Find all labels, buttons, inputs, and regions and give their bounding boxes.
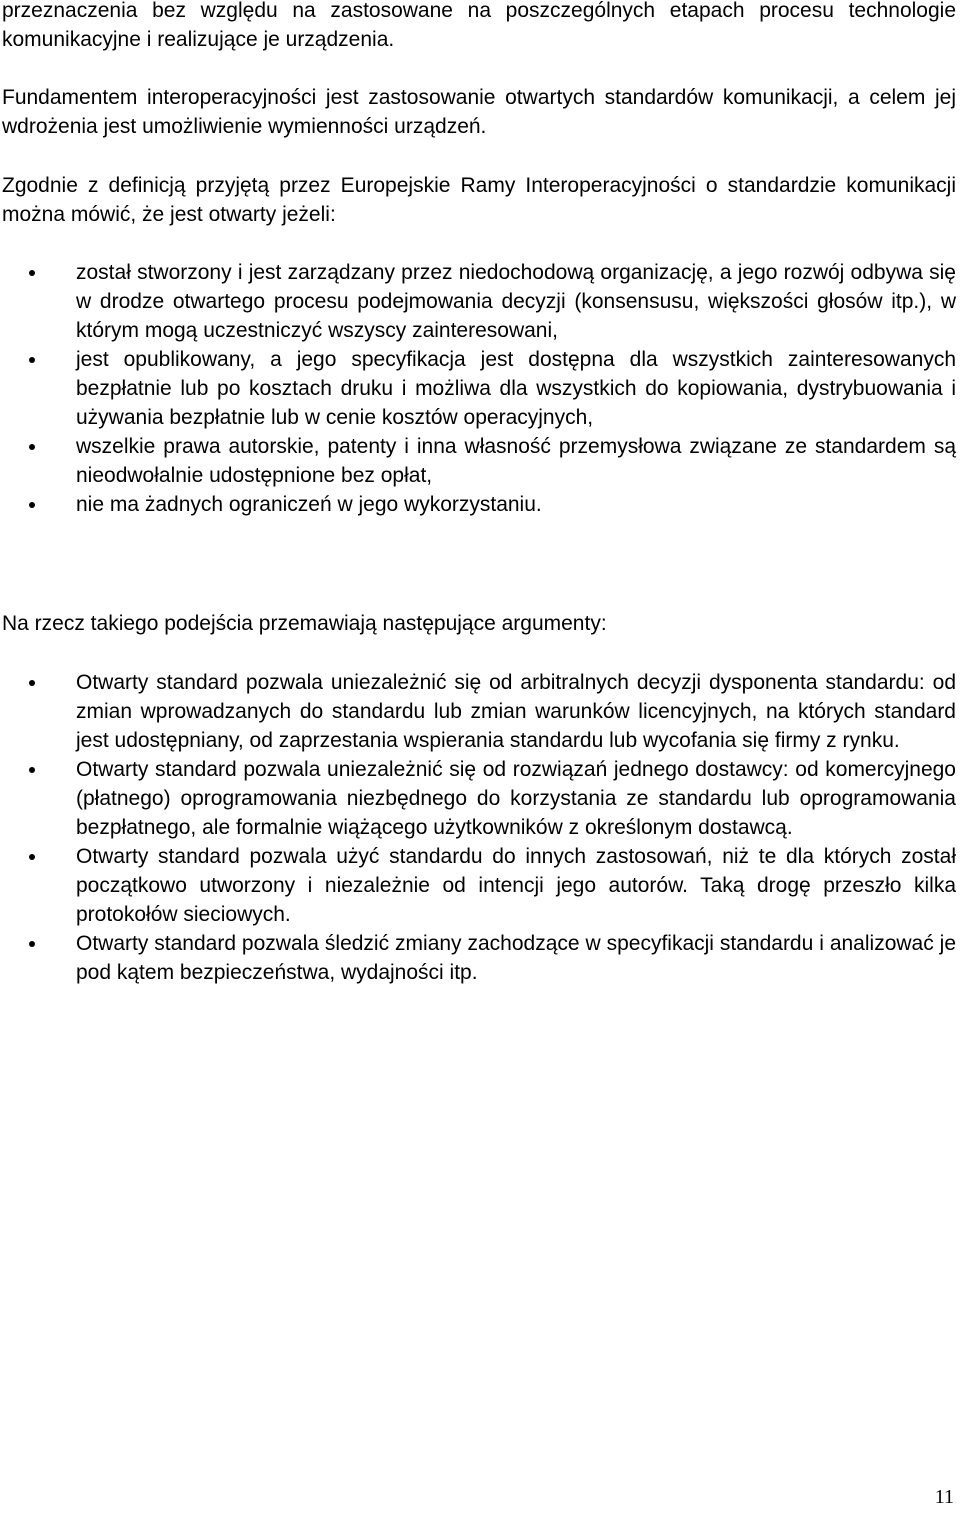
bullet-icon xyxy=(29,444,35,450)
list-item xyxy=(0,755,956,842)
bullet-icon xyxy=(29,680,35,686)
list-item xyxy=(0,929,956,987)
bullet-icon xyxy=(29,357,35,363)
bullet-icon xyxy=(29,941,35,947)
list-item-text: wszelkie prawa autorskie, patenty i inna własność przemysłowa związane ze standardem są nieodwołalnie udostępnione bez opłat, xyxy=(76,435,956,487)
list-item-text: został stworzony i jest zarządzany przez niedochodową organizację, a jego rozwój odbywa się w drodze otwartego procesu podejmowania decyzji (konsensusu, większości głosów itp.), w którym mogą uczestniczyć wszyscy zainteresowani, xyxy=(76,261,956,342)
list-item xyxy=(0,668,956,755)
list-item-text: Otwarty standard pozwala uniezależnić się od rozwiązań jednego dostawcy: od komercyjnego (płatnego) oprogramowania niezbędnego do korzystania ze standardu lub oprogramowania bezpłatnego, ale formalnie wiążącego użytkowników z określonym dostawcą. xyxy=(76,758,956,839)
list-item-text: Otwarty standard pozwala śledzić zmiany zachodzące w specyfikacji standardu i analizować je pod kątem bezpieczeństwa, wydajności itp. xyxy=(76,932,956,984)
list-item xyxy=(0,345,956,432)
list-item-text: Otwarty standard pozwala uniezależnić się od arbitralnych decyzji dysponenta standardu: od zmian wprowadzanych do standardu lub zmian warunków licencyjnych, na których standard jest udostępniany, od zaprzestania wspierania standardu lub wycofania się firmy z rynku. xyxy=(76,671,956,752)
list-item-text: jest opublikowany, a jego specyfikacja jest dostępna dla wszystkich zainteresowanych bezpłatnie lub po kosztach druku i możliwa dla wszystkich do kopiowania, dystrybuowania i używania bezpłatnie lub w cenie kosztów operacyjnych, xyxy=(76,348,956,429)
list-item xyxy=(0,490,956,519)
intro-paragraph-1: przeznaczenia bez względu na zastosowane na poszczególnych etapach procesu technologie komunikacyjne i realizujące je urządzenia. xyxy=(2,0,956,51)
list-item xyxy=(0,842,956,929)
bullet-icon xyxy=(29,270,35,276)
list-item-text: nie ma żadnych ograniczeń w jego wykorzystaniu. xyxy=(76,493,542,516)
arguments-heading: Na rzecz takiego podejścia przemawiają następujące argumenty: xyxy=(2,612,607,635)
list-item xyxy=(0,258,956,345)
bullet-icon xyxy=(29,767,35,773)
list-item xyxy=(0,432,956,490)
bullet-icon xyxy=(29,854,35,860)
arguments-list xyxy=(0,668,960,987)
intro-paragraph-3: Zgodnie z definicją przyjętą przez Europejskie Ramy Interoperacyjności o standardzie komunikacji można mówić, że jest otwarty jeżeli: xyxy=(2,174,956,226)
page-number: 11 xyxy=(934,1486,954,1508)
list-item-text: Otwarty standard pozwala użyć standardu do innych zastosowań, niż te dla których został początkowo utworzony i niezależnie od intencji jego autorów. Taką drogę przeszło kilka protokołów sieciowych. xyxy=(76,845,956,926)
bullet-icon xyxy=(29,502,35,508)
open-standard-conditions-list xyxy=(0,258,960,519)
intro-paragraph-2: Fundamentem interoperacyjności jest zastosowanie otwartych standardów komunikacji, a celem jej wdrożenia jest umożliwienie wymienności urządzeń. xyxy=(2,86,956,138)
